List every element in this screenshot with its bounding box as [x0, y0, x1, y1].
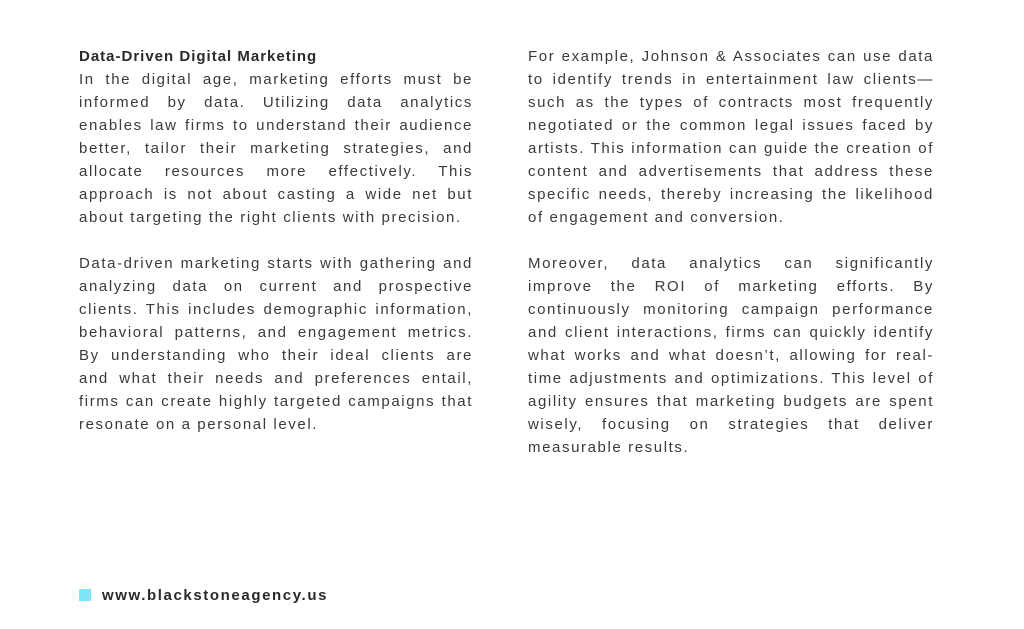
left-paragraph-1: In the digital age, marketing efforts must be informed by data. Utilizing data analytics enables law firms to understand their audience better, tailor their marketing strategies, and allocate resources more effectively. This approach is not about casting a wide net but about targeting the right clients with precision.	[79, 71, 473, 226]
left-column	[79, 45, 473, 436]
footer	[79, 585, 328, 605]
right-paragraph-2: Moreover, data analytics can significantly improve the ROI of marketing efforts. By continuously monitoring campaign performance and client interactions, firms can quickly identify what works and what doesn’t, allowing for real-time adjustments and optimizations. This level of agility ensures that marketing budgets are spent wisely, focusing on strategies that deliver measurable results.	[528, 255, 934, 456]
left-paragraph-2: Data-driven marketing starts with gathering and analyzing data on current and prospective clients. This includes demographic information, behavioral patterns, and engagement metrics. By understanding who their ideal clients are and what their needs and preferences entail, firms can create highly targeted campaigns that resonate on a personal level.	[79, 255, 473, 433]
section-heading: Data-Driven Digital Marketing	[79, 48, 318, 65]
footer-url[interactable]: www.blackstoneagency.us	[102, 586, 329, 604]
right-column	[528, 45, 934, 459]
footer-square-icon	[79, 589, 91, 601]
right-paragraph-1: For example, Johnson & Associates can use data to identify trends in entertainment law clients—such as the types of contracts most frequently negotiated or the common legal issues faced by artists. This information can guide the creation of content and advertisements that address these specific needs, thereby increasing the likelihood of engagement and conversion.	[528, 48, 934, 226]
